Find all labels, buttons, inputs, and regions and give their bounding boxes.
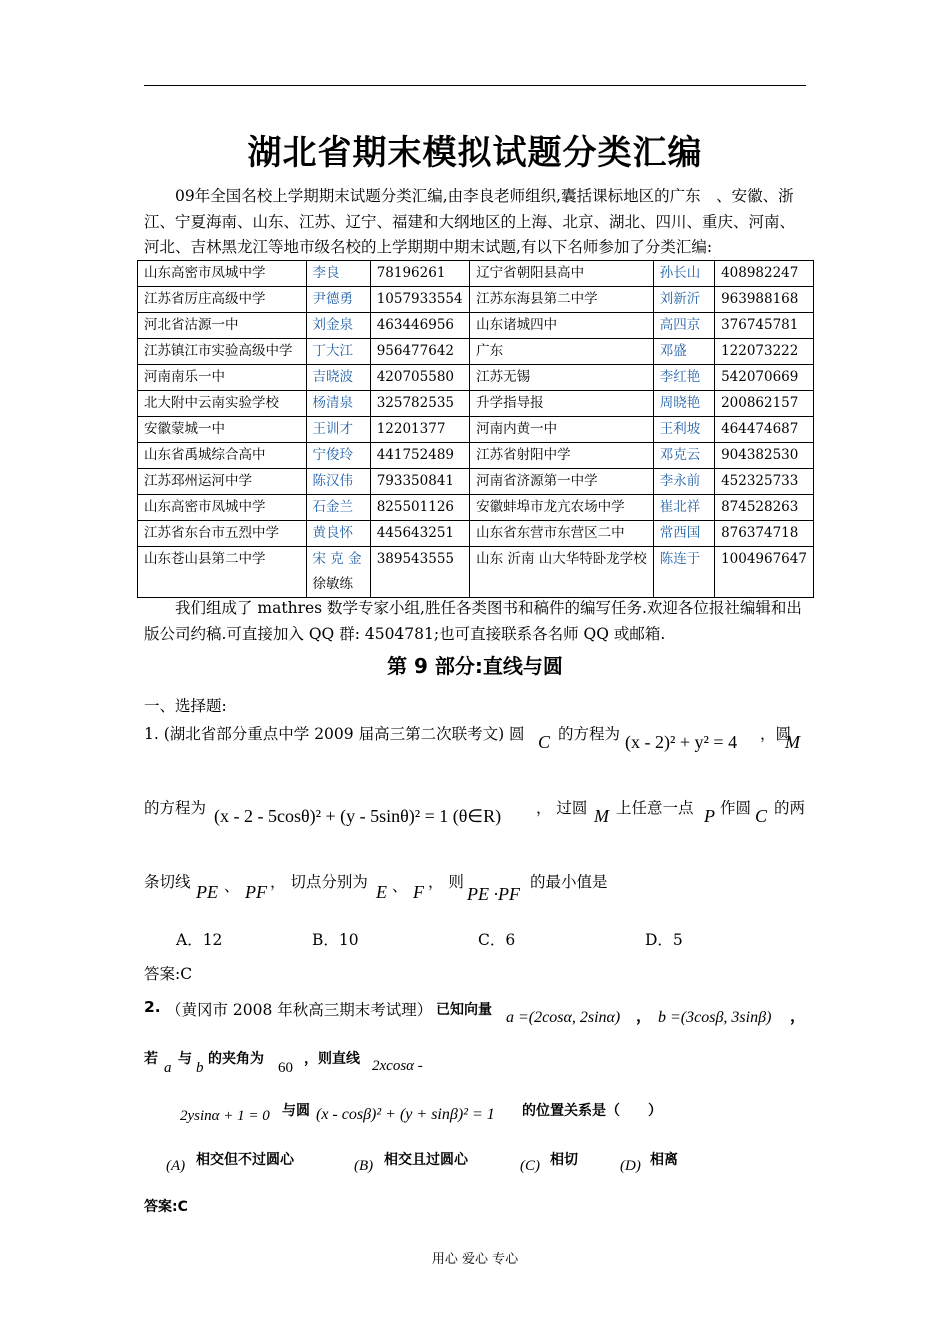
- table-row: [138, 365, 814, 391]
- q1-equation-c: (x - 2)² + y² = 4: [625, 732, 738, 752]
- school-cell: 山东诸城四中: [470, 313, 654, 339]
- q2-text: 与: [178, 1051, 192, 1067]
- teacher-cell: 杨清泉: [306, 391, 370, 417]
- table-row: [138, 495, 814, 521]
- teacher-cell: 李永前: [653, 469, 714, 495]
- qq-cell: 1057933554: [370, 287, 469, 313]
- q1-stem: 1. (湖北省部分重点中学 2009 届高三第二次联考文) 圆: [144, 725, 525, 743]
- teacher-cell: 黄良怀: [306, 521, 370, 547]
- q1-text: ，圆: [760, 725, 792, 743]
- q2-text: 若: [144, 1051, 158, 1067]
- q2-option-text: 相交但不过圆心: [196, 1152, 294, 1168]
- qq-cell: 463446956: [370, 313, 469, 339]
- qq-cell: 389543555: [370, 547, 469, 598]
- page-title: 湖北省期末模拟试题分类汇编: [247, 133, 703, 173]
- teacher-cell: 宁俊玲: [306, 443, 370, 469]
- school-cell: 安徽蒙城一中: [138, 417, 307, 443]
- teacher-cell: 邓克云: [653, 443, 714, 469]
- q1-text: ， 过圆: [536, 799, 588, 817]
- table-row: [138, 417, 814, 443]
- teacher-cell: 陈连于: [653, 547, 714, 598]
- school-cell: 河南南乐一中: [138, 365, 307, 391]
- q2-text: 已知向量: [436, 1002, 492, 1018]
- school-cell: 升学指导报: [470, 391, 654, 417]
- qq-cell: 445643251: [370, 521, 469, 547]
- school-cell: 山东省禹城综合高中: [138, 443, 307, 469]
- teacher-cell: 周晓艳: [653, 391, 714, 417]
- table-row: [138, 339, 814, 365]
- table-row: [138, 313, 814, 339]
- q1-text: 的方程为: [144, 799, 207, 817]
- q2-line-equation: 2xcosα -: [372, 1058, 423, 1074]
- school-cell: 江苏省东台市五烈中学: [138, 521, 307, 547]
- qq-cell: 825501126: [370, 495, 469, 521]
- header-rule: [144, 85, 806, 86]
- qq-cell: 408982247: [715, 261, 814, 287]
- school-cell: 河南内黄一中: [470, 417, 654, 443]
- q2-option-label: (D): [620, 1158, 641, 1174]
- q2-text: ，则直线: [304, 1051, 360, 1067]
- school-cell: 江苏东海县第二中学: [470, 287, 654, 313]
- school-cell: 江苏镇江市实验高级中学: [138, 339, 307, 365]
- q2-var-b: b: [196, 1060, 204, 1076]
- school-cell: 河北省沽源一中: [138, 313, 307, 339]
- q2-option-text: 相切: [550, 1152, 578, 1168]
- section-title: 第 9 部分:直线与圆: [387, 654, 563, 678]
- school-cell: 山东省东营市东营区二中: [470, 521, 654, 547]
- q1-text: 的两: [774, 799, 806, 817]
- q1-answer: 答案:C: [144, 965, 193, 983]
- school-cell: 江苏省厉庄高级中学: [138, 287, 307, 313]
- q2-text: ，: [790, 1007, 806, 1025]
- qq-cell: 122073222: [715, 339, 814, 365]
- q1-text: ， 切点分别为: [270, 873, 368, 891]
- school-cell: 山东苍山县第二中学: [138, 547, 307, 598]
- q1-var-f: F: [413, 882, 424, 902]
- teacher-cell: 刘金泉: [306, 313, 370, 339]
- teacher-cell: 李良: [306, 261, 370, 287]
- school-cell: 江苏无锡: [470, 365, 654, 391]
- note-paragraph: 我们组成了 mathres 数学专家小组,胜任各类图书和稿件的编写任务.欢迎各位报社编辑和出版公司约稿.可直接加入 QQ 群: 4504781;也可直接联系各名师 QQ 或邮箱.: [144, 599, 802, 643]
- q2-angle: 60: [278, 1060, 293, 1076]
- q1-dot-product: PE ·PF: [467, 884, 520, 904]
- school-cell: 北大附中云南实验学校: [138, 391, 307, 417]
- q1-var-m: M: [594, 806, 609, 826]
- school-cell: 山东高密市凤城中学: [138, 495, 307, 521]
- qq-cell: 876374718: [715, 521, 814, 547]
- teacher-cell: 李红艳: [653, 365, 714, 391]
- q1-text: 条切线: [144, 873, 191, 891]
- q1-text: 上任意一点: [616, 799, 694, 817]
- q2-option-text: 相离: [650, 1152, 678, 1168]
- teacher-cell: [306, 547, 370, 598]
- teacher-cell: 王利坡: [653, 417, 714, 443]
- teacher-name: 徐敏练: [312, 576, 354, 592]
- q1-var-c: C: [755, 806, 768, 826]
- school-cell: 山东 沂南 山大华特卧龙学校: [470, 547, 654, 598]
- qq-cell: 464474687: [715, 417, 814, 443]
- teacher-cell: 吉晓波: [306, 365, 370, 391]
- qq-cell: 1004967647: [715, 547, 814, 598]
- teacher-cell: 陈汉伟: [306, 469, 370, 495]
- q1-var-p: P: [704, 806, 715, 826]
- school-cell: 广东: [470, 339, 654, 365]
- q2-text: ，: [636, 1007, 652, 1025]
- q2-vector-a: a =(2cosα, 2sinα): [506, 1009, 621, 1026]
- qq-cell: 441752489: [370, 443, 469, 469]
- q1-option: A．12: [176, 931, 223, 949]
- qq-cell: 78196261: [370, 261, 469, 287]
- teacher-cell: 丁大江: [306, 339, 370, 365]
- q2-circle-equation: (x - cosβ)² + (y + sinβ)² = 1: [316, 1106, 495, 1123]
- teacher-name: 宋 克 金: [312, 551, 362, 567]
- q1-var-pe: PE: [196, 882, 218, 902]
- page-footer: 用心 爱心 专心: [431, 1252, 519, 1267]
- q1-var-e: E: [376, 882, 387, 902]
- q1-option: B．10: [312, 931, 359, 949]
- qq-cell: 12201377: [370, 417, 469, 443]
- qq-cell: 793350841: [370, 469, 469, 495]
- table-row: [138, 521, 814, 547]
- teacher-cell: 尹德勇: [306, 287, 370, 313]
- q1-var-pf: PF: [245, 882, 267, 902]
- school-cell: 江苏省射阳中学: [470, 443, 654, 469]
- table-row: [138, 261, 814, 287]
- q1-text: 、: [392, 877, 408, 895]
- q1-var-c: C: [538, 732, 551, 752]
- teacher-cell: 王训才: [306, 417, 370, 443]
- q1-text: 的方程为: [558, 725, 621, 743]
- q2-source: （黄冈市 2008 年秋高三期末考试理）: [166, 1001, 433, 1019]
- qq-cell: 904382530: [715, 443, 814, 469]
- q1-text: 作圆: [720, 799, 752, 817]
- q2-vector-b: b =(3cosβ, 3sinβ): [658, 1009, 772, 1026]
- q1-option: C．6: [478, 931, 516, 949]
- qq-cell: 420705580: [370, 365, 469, 391]
- q1-var-m: M: [785, 732, 800, 752]
- q2-line-equation: 2ysinα + 1 = 0: [180, 1108, 270, 1124]
- qq-cell: 956477642: [370, 339, 469, 365]
- table-row: [138, 547, 814, 598]
- q2-number: 2.: [144, 998, 161, 1016]
- teacher-cell: 邓盛: [653, 339, 714, 365]
- teacher-cell: 崔北祥: [653, 495, 714, 521]
- teacher-cell: 高四京: [653, 313, 714, 339]
- q2-option-label: (B): [354, 1158, 374, 1174]
- school-cell: 河南省济源第一中学: [470, 469, 654, 495]
- q1-text: ， 则: [428, 873, 464, 891]
- qq-cell: 874528263: [715, 495, 814, 521]
- q2-option-text: 相交且过圆心: [384, 1152, 468, 1168]
- intro-paragraph: 09年全国名校上学期期末试题分类汇编,由李良老师组织,囊括课标地区的广东 、安徽、浙江、宁夏海南、山东、江苏、辽宁、福建和大纲地区的上海、北京、湖北、四川、重庆、河南、河北、吉林黑龙江等地市级名校的上学期期中期末试题,有以下名师参加了分类汇编:: [144, 187, 796, 256]
- q2-text: 与圆: [282, 1103, 310, 1119]
- q2-option-label: (A): [166, 1158, 186, 1174]
- school-cell: 辽宁省朝阳县高中: [470, 261, 654, 287]
- teacher-cell: 石金兰: [306, 495, 370, 521]
- table-row: [138, 443, 814, 469]
- qq-cell: 542070669: [715, 365, 814, 391]
- q2-text: 的夹角为: [208, 1051, 264, 1067]
- qq-cell: 963988168: [715, 287, 814, 313]
- table-row: [138, 287, 814, 313]
- teacher-table: [137, 260, 814, 598]
- qq-cell: 376745781: [715, 313, 814, 339]
- school-cell: 山东高密市凤城中学: [138, 261, 307, 287]
- qq-cell: 452325733: [715, 469, 814, 495]
- school-cell: 安徽蚌埠市龙亢农场中学: [470, 495, 654, 521]
- qq-cell: 200862157: [715, 391, 814, 417]
- table-row: [138, 391, 814, 417]
- q1-equation-m: (x - 2 - 5cosθ)² + (y - 5sinθ)² = 1 (θ∈R): [214, 806, 502, 826]
- q2-text: 的位置关系是（ ）: [522, 1103, 662, 1119]
- teacher-cell: 常西国: [653, 521, 714, 547]
- qq-cell: 325782535: [370, 391, 469, 417]
- q2-answer: 答案:C: [144, 1199, 188, 1215]
- q1-option: D．5: [645, 931, 683, 949]
- school-cell: 江苏邳州运河中学: [138, 469, 307, 495]
- table-row: [138, 469, 814, 495]
- q1-text: 、: [224, 877, 240, 895]
- choice-heading: 一、选择题:: [144, 697, 227, 715]
- q2-var-a: a: [164, 1060, 172, 1076]
- teacher-cell: 孙长山: [653, 261, 714, 287]
- q1-text: 的最小值是: [530, 873, 608, 891]
- q2-option-label: (C): [520, 1158, 540, 1174]
- teacher-cell: 刘新沂: [653, 287, 714, 313]
